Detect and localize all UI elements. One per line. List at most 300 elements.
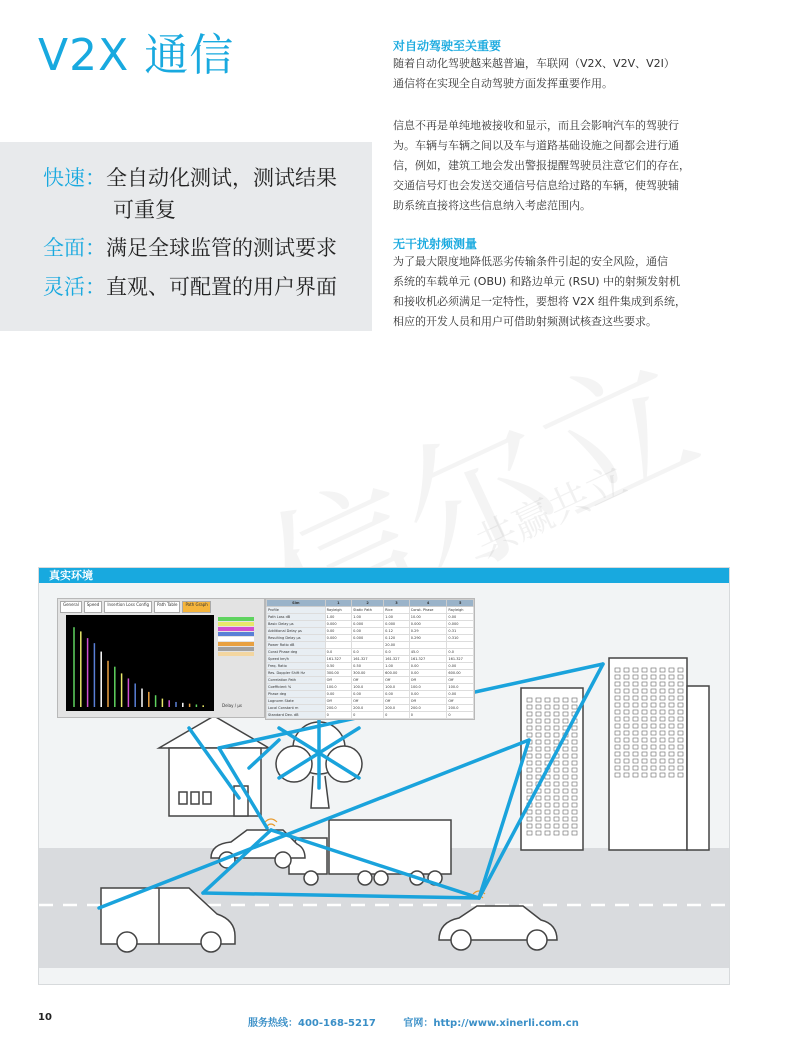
tab-path-table[interactable]: Path Table [154,601,180,613]
table-cell[interactable]: 0.00 [409,663,447,670]
table-cell[interactable]: 100.0 [409,684,447,691]
building-window [669,752,674,756]
building-window [615,752,620,756]
table-cell[interactable]: 100.0 [447,684,474,691]
building-window [563,712,568,716]
building-window [660,668,665,672]
building-window [633,724,638,728]
table-cell[interactable]: 20.00 [384,642,410,649]
feature-fast-text2: 可重复 [113,198,176,222]
table-header-cell: 1 [325,600,352,607]
building-window [572,775,577,779]
building-window [651,731,656,735]
section-rf [393,236,753,332]
table-cell[interactable]: 0 [409,712,447,719]
building-window [624,766,629,770]
building-window [572,831,577,835]
building-window [545,803,550,807]
building-window [563,775,568,779]
table-cell[interactable]: Rayleigh [447,607,474,614]
building-window [642,710,647,714]
table-cell[interactable]: Static Path [352,607,384,614]
table-cell[interactable]: 100.0 [352,684,384,691]
building-window [545,733,550,737]
building-window [563,747,568,751]
tab-path-graph[interactable]: Path Graph [182,601,210,613]
table-cell[interactable]: 0.000 [384,621,410,628]
building-window [651,696,656,700]
building-window [624,703,629,707]
building-window [545,782,550,786]
building-window [554,712,559,716]
table-cell: Freq. Ratio [267,663,326,670]
table-cell[interactable]: 0.00 [447,663,474,670]
building-window [651,675,656,679]
building-window [536,824,541,828]
building-window [624,682,629,686]
table-cell[interactable]: 300.00 [352,670,384,677]
table-cell[interactable]: Off [409,677,447,684]
building-window [554,726,559,730]
building-window [678,675,683,679]
building-window [678,759,683,763]
building-window [572,768,577,772]
table-cell[interactable]: 0 [352,712,384,719]
table-cell[interactable]: 0.50 [352,663,384,670]
table-cell[interactable]: 161.327 [409,656,447,663]
building-window [624,773,629,777]
building-window [527,789,532,793]
footer-contact [248,1014,603,1029]
table-cell[interactable]: 0.310 [447,635,474,642]
building-window [615,710,620,714]
feature-fast-line2 [43,194,176,226]
building-window [669,682,674,686]
building-window [615,682,620,686]
table-cell[interactable] [409,642,447,649]
building-window [545,726,550,730]
building-window [527,817,532,821]
table-cell[interactable]: 200.0 [325,705,352,712]
building-window [624,738,629,742]
building-window [660,738,665,742]
building-window [615,724,620,728]
table-cell: Resulting Delay μs [267,635,326,642]
building-window [669,738,674,742]
building-window [642,703,647,707]
graph-tabs [60,601,262,613]
para2-line2: 为。车辆与车辆之间以及车与道路基础设施之间都会进行通 [393,139,679,152]
table-cell: Power Ratio dB [267,642,326,649]
table-cell[interactable]: 1.00 [325,614,352,621]
table-cell[interactable]: Off [325,677,352,684]
table-row [267,607,474,614]
table-cell[interactable]: 100.0 [384,684,410,691]
table-cell[interactable]: 600.00 [447,670,474,677]
watermark-slogan: 共赢共立 [469,457,634,567]
table-cell[interactable]: Rayleigh [325,607,352,614]
building-window [527,824,532,828]
building-window [545,810,550,814]
table-cell[interactable]: Off [447,698,474,705]
building-window [554,824,559,828]
table-cell[interactable]: 0.00 [447,614,474,621]
building-window [651,689,656,693]
building-window [554,817,559,821]
building-window [642,766,647,770]
building-window [572,705,577,709]
table-cell[interactable]: Off [352,698,384,705]
building-window [669,759,674,763]
building-window [633,773,638,777]
table-header-cell: 4 [409,600,447,607]
table-cell[interactable]: Off [384,698,410,705]
building-window [642,675,647,679]
building-window [536,768,541,772]
building-window [642,689,647,693]
building-window [572,824,577,828]
building-window [615,703,620,707]
building-window [615,759,620,763]
building-window [660,731,665,735]
building-window [572,810,577,814]
table-cell[interactable]: 0.000 [352,635,384,642]
table-cell[interactable]: 200.0 [384,705,410,712]
building-window [563,831,568,835]
building-window [624,724,629,728]
building-window [554,789,559,793]
tab-insertion-loss[interactable]: Insertion Loss Config [104,601,152,613]
table-cell: Standard Dev. dB [267,712,326,719]
table-row [267,656,474,663]
building-window [678,773,683,777]
building-window [660,752,665,756]
building-window [660,675,665,679]
table-cell[interactable] [325,642,352,649]
section-autonomous-heading: 对自动驾驶至关重要 [393,39,502,53]
building-window [554,831,559,835]
building-window [669,710,674,714]
graph-footer: Delay / μs [222,703,242,708]
building-window [554,733,559,737]
building-window [545,747,550,751]
table-row [267,642,474,649]
building-window [669,675,674,679]
building-window [624,675,629,679]
building-window [554,719,559,723]
building-window [572,782,577,786]
building-window [572,796,577,800]
table-cell[interactable] [352,642,384,649]
building-window [615,668,620,672]
table-row [267,621,474,628]
table-row [267,649,474,656]
tab-general[interactable]: General [60,601,82,613]
building-window [660,717,665,721]
building-window [527,782,532,786]
building-window [678,745,683,749]
building-window [660,759,665,763]
building-window [536,705,541,709]
section-rf-line1: 为了最大限度地降低恶劣传输条件引起的安全风险，通信 [393,255,668,268]
building-window [642,759,647,763]
building-window [545,831,550,835]
section-autonomous-para2 [393,116,753,216]
building-window [527,712,532,716]
building-window [572,740,577,744]
building-window [545,817,550,821]
building-window [633,710,638,714]
building-window [536,740,541,744]
table-cell[interactable]: 10.00 [409,614,447,621]
building-window [678,710,683,714]
building-window [651,724,656,728]
table-cell[interactable]: 0.00 [384,691,410,698]
building-window [660,773,665,777]
table-cell[interactable]: 0.0 [325,649,352,656]
building-window [651,759,656,763]
table-cell: Profile [267,607,326,614]
building-window [545,719,550,723]
building-window [554,803,559,807]
building-window [536,803,541,807]
building-window [642,731,647,735]
table-cell[interactable]: 0.00 [352,628,384,635]
table-cell[interactable]: 0 [447,712,474,719]
section-autonomous-para1-line1: 随着自动化驾驶越来越普遍，车联网（V2X、V2V、V2I） [393,57,675,70]
building-window [642,682,647,686]
building-window [660,710,665,714]
table-cell[interactable]: 0.00 [409,691,447,698]
table-cell[interactable]: 0.000 [325,635,352,642]
table-cell[interactable]: 0.31 [447,628,474,635]
table-cell[interactable]: Rice [384,607,410,614]
section-rf-line3: 和接收机必须满足一定特性，要想将 V2X 组件集成到系统， [393,295,687,308]
para2-line1: 信息不再是单纯地被接收和显示，而且会影响汽车的驾驶行 [393,119,679,132]
table-row [267,712,474,719]
feature-fast [43,162,337,194]
table-cell[interactable] [447,642,474,649]
table-cell[interactable]: 100.0 [325,684,352,691]
building-window [633,752,638,756]
table-cell[interactable]: Off [325,698,352,705]
building-window [669,703,674,707]
building-window [563,754,568,758]
table-cell[interactable]: Off [447,677,474,684]
table-cell[interactable]: 161.327 [384,656,410,663]
table-cell[interactable]: 0.290 [409,635,447,642]
building-window [563,761,568,765]
building-window [615,731,620,735]
building-window [642,696,647,700]
table-cell[interactable]: 0.00 [447,691,474,698]
table-header-cell: 5 [447,600,474,607]
building-window [527,754,532,758]
table-cell[interactable]: 0.000 [409,621,447,628]
building-window [545,796,550,800]
table-cell[interactable]: 1.00 [384,614,410,621]
table-cell[interactable]: 0.50 [325,663,352,670]
table-cell[interactable]: 0.120 [384,635,410,642]
table-cell[interactable]: Const. Phase [409,607,447,614]
table-cell[interactable]: 0.29 [409,628,447,635]
table-row [267,705,474,712]
building-window [642,717,647,721]
table-cell[interactable]: 1.00 [384,663,410,670]
building-window [536,733,541,737]
table-cell[interactable]: Off [409,698,447,705]
building-window [651,710,656,714]
building-window [572,817,577,821]
building-window [572,698,577,702]
building-window [633,738,638,742]
building-window [545,824,550,828]
building-window [554,740,559,744]
tab-speed[interactable]: Speed [84,601,103,613]
building-window [536,817,541,821]
building-window [633,668,638,672]
building-window [624,696,629,700]
feature-comprehensive-text: 满足全球监管的测试要求 [106,236,337,260]
table-cell: Speed km/h [267,656,326,663]
building-window [536,761,541,765]
building-window [527,761,532,765]
figure-label: 真实环境 [49,569,93,582]
section-autonomous-para1-line2: 通信将在实现全自动驾驶方面发挥重要作用。 [393,77,613,90]
table-cell[interactable]: 300.00 [325,670,352,677]
table-cell[interactable]: 0 [325,712,352,719]
table-cell[interactable]: 0.0 [384,649,410,656]
table-cell: Path Loss dB [267,614,326,621]
building-window [669,689,674,693]
feature-comprehensive [43,232,337,264]
table-cell[interactable]: Off [352,677,384,684]
table-row [267,698,474,705]
table-cell[interactable]: 45.0 [409,649,447,656]
table-cell[interactable]: 200.0 [409,705,447,712]
table-cell[interactable]: 161.327 [325,656,352,663]
building-window [633,766,638,770]
building-window [678,689,683,693]
building-window [678,738,683,742]
building-window [536,698,541,702]
table-cell[interactable]: 600.00 [384,670,410,677]
building-window [651,752,656,756]
table-cell[interactable]: 0.0 [447,649,474,656]
table-cell[interactable]: 0.0 [352,649,384,656]
building-window [651,717,656,721]
table-row [267,677,474,684]
footer-website[interactable]: 官网：http://www.xinerli.com.cn [403,1018,579,1029]
table-cell[interactable]: 0.000 [325,621,352,628]
table-cell[interactable]: 0.000 [352,621,384,628]
table-cell[interactable]: 1.00 [352,614,384,621]
building-window [624,710,629,714]
table-cell[interactable]: 0 [384,712,410,719]
table-cell[interactable]: 200.0 [447,705,474,712]
building-window [572,761,577,765]
section-rf-line4: 相应的开发人员和用户可借助射频测试核查这些要求。 [393,315,657,328]
table-cell[interactable]: 0.00 [325,628,352,635]
building-window [660,703,665,707]
table-cell[interactable]: 0.00 [409,670,447,677]
footer-hotline: 服务热线：400-168-5217 [248,1018,376,1029]
building-window [554,775,559,779]
building-window [678,724,683,728]
table-cell: Lognorm State [267,698,326,705]
building-window [633,689,638,693]
building-window [669,724,674,728]
building-window [669,745,674,749]
building-window [660,696,665,700]
building-window [624,668,629,672]
building-window [669,696,674,700]
building-window [642,724,647,728]
building-window [624,717,629,721]
building-window [615,745,620,749]
table-cell: Local Constant m [267,705,326,712]
table-row [267,635,474,642]
building-window [572,754,577,758]
feature-fast-text: 全自动化测试，测试结果 [106,166,337,190]
table-header-row [267,600,474,607]
table-row [267,670,474,677]
table-cell[interactable]: 0.12 [384,628,410,635]
table-header-cell: 3 [384,600,410,607]
building-window [527,698,532,702]
building-window [536,719,541,723]
building-window [651,766,656,770]
building-window [536,810,541,814]
building-window [678,752,683,756]
table-cell: Additional Delay μs [267,628,326,635]
table-cell: Correlation Path [267,677,326,684]
table-row [267,684,474,691]
building-window [651,773,656,777]
feature-fast-key: 快速： [43,166,106,190]
building-window [660,724,665,728]
path-graph-screenshot [57,598,265,718]
building-window [563,789,568,793]
building-window [633,759,638,763]
building-window [527,733,532,737]
building-window [633,745,638,749]
building-window [572,747,577,751]
building-window [615,696,620,700]
building-window [678,696,683,700]
feature-flexible-key: 灵活： [43,275,106,299]
building-window [545,754,550,758]
table-cell[interactable]: 0.00 [352,691,384,698]
building-window [536,796,541,800]
table-cell: Res. Doppler Shift Hz [267,670,326,677]
table-cell[interactable]: 200.0 [352,705,384,712]
building-window [554,698,559,702]
table-cell[interactable]: Off [384,677,410,684]
building-window [545,705,550,709]
table-cell[interactable]: 0.000 [447,621,474,628]
building-window [563,698,568,702]
building-window [642,738,647,742]
table-cell[interactable]: 0.00 [325,691,352,698]
table-row [267,691,474,698]
building-window [572,803,577,807]
building-window [527,768,532,772]
table-cell[interactable]: 161.327 [352,656,384,663]
building-window [563,719,568,723]
table-cell[interactable]: 161.327 [447,656,474,663]
building-window [545,698,550,702]
